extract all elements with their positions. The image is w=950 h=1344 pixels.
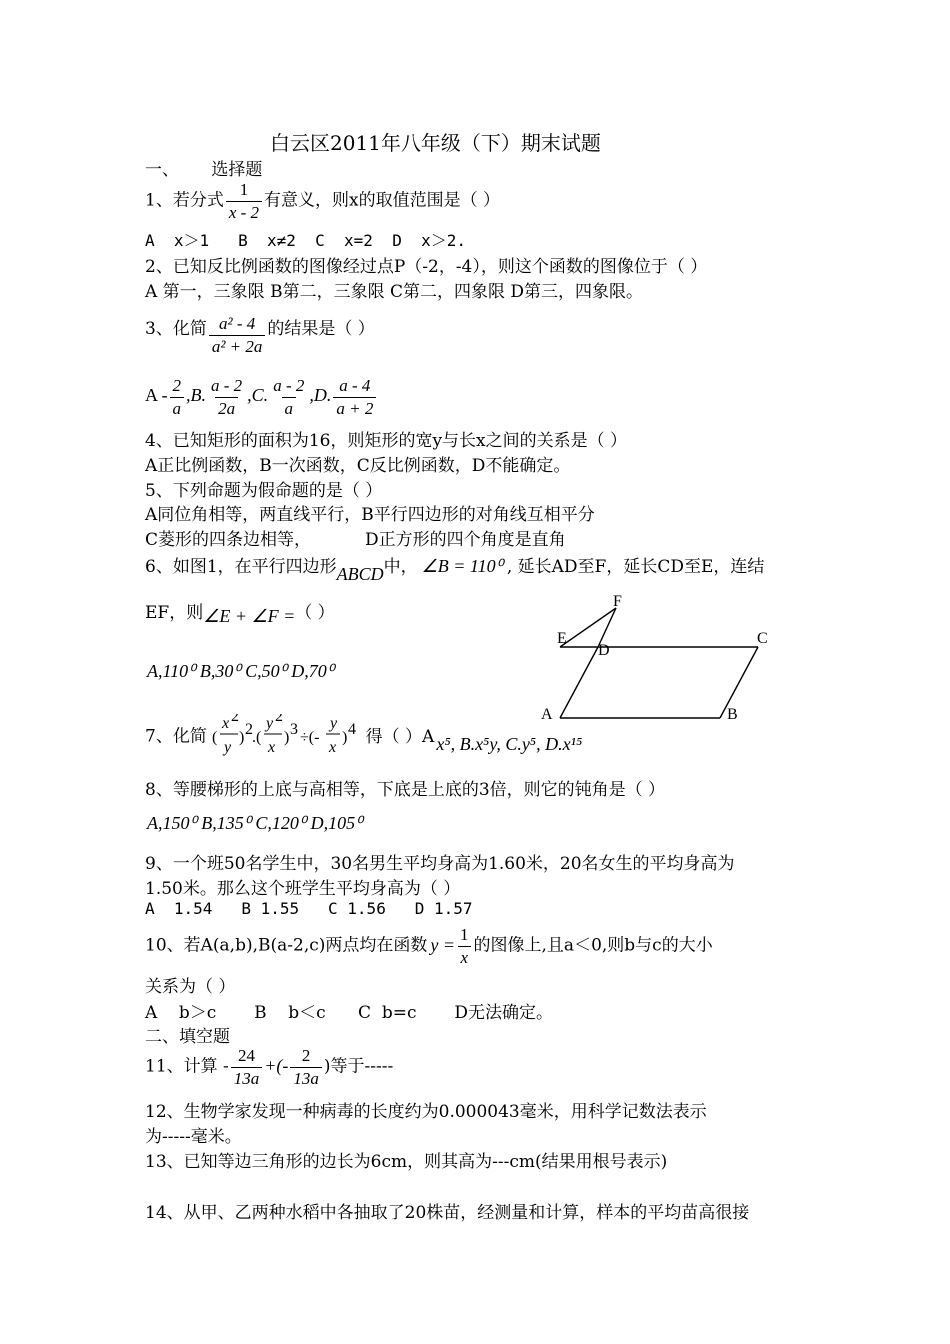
- question-9-line-1: 9、一个班50名学生中，30名男生平均身高为1.60米，20名女生的平均身高为: [145, 854, 735, 874]
- question-10-line-2: 关系为（ ）: [145, 977, 236, 997]
- svg-text:x: x: [222, 715, 230, 732]
- question-12-line-2: 为-----毫米。: [145, 1127, 242, 1147]
- question-1: [145, 180, 500, 222]
- svg-text:y: y: [330, 715, 338, 732]
- question-12-line-1: 12、生物学家发现一种病毒的长度约为0.000043毫米，用科学记数法表示: [145, 1102, 707, 1122]
- q1-options: A x＞1 B x≠2 C x=2 D x＞2.: [145, 231, 466, 250]
- section-heading-fill: 二、填空题: [145, 1027, 230, 1047]
- question-11: 11、计算 - $\frac{24}{13a}$ +(- $\frac{2}{13a}$ )等于-----: [145, 1046, 394, 1088]
- q1-text: 1、若分式: [145, 190, 224, 211]
- parallelogram-figure: [540, 590, 790, 730]
- svg-text:y: y: [266, 715, 274, 732]
- q5-option-line-2: C菱形的四条边相等， D正方形的四个角度是直角: [145, 530, 566, 550]
- question-6-line-2: EF，则∠E + ∠F =（ ）: [145, 603, 335, 626]
- q8-options: A,150⁰ B,135⁰ C,120⁰ D,105⁰: [147, 813, 363, 833]
- label-F: F: [613, 593, 622, 610]
- q9-options: A 1.54 B 1.55 C 1.56 D 1.57: [145, 899, 473, 918]
- question-13: 13、已知等边三角形的边长为6cm，则其高为---cm(结果用根号表示): [145, 1152, 668, 1172]
- label-C: C: [757, 630, 768, 647]
- label-E: E: [557, 630, 567, 647]
- q2-options: A 第一，三象限 B第二，三象限 C第二，四象限 D第三，四象限。: [145, 282, 644, 302]
- question-14: 14、从甲、乙两种水稻中各抽取了20株苗，经测量和计算，样本的平均苗高很接: [145, 1203, 750, 1223]
- svg-text:): ): [342, 729, 348, 746]
- q3-options: A - $\frac{2}{a}$ ,B. $\frac{a - 2}{2a}$ ,C. $\frac{a - 2}{a}$ ,D. $\frac{a - 4}{a + 2}$: [145, 376, 378, 418]
- q10-options: A b＞c B b＜c C b=c D无法确定。: [145, 1003, 553, 1023]
- question-7: 7、化简 ( x 2 y ) 2 .( y 2 x ) 3 ÷(- y x ) 4 得（ ）A x⁵, B.x⁵y, C.y⁵, D.x¹⁵: [145, 714, 628, 760]
- svg-text:(: (: [212, 729, 218, 746]
- q1-text-end: 有意义，则x的取值范围是（ ）: [264, 190, 501, 211]
- q6-options: A,110⁰ B,30⁰ C,50⁰ D,70⁰: [147, 661, 335, 681]
- label-D: D: [598, 642, 610, 659]
- svg-text:÷(-: ÷(-: [300, 729, 320, 746]
- page-title: 白云区2011年八年级（下）期末试题: [270, 131, 601, 155]
- svg-text:4: 4: [348, 721, 357, 738]
- question-5: 5、下列命题为假命题的是（ ）: [145, 481, 383, 501]
- svg-text:3: 3: [290, 721, 299, 738]
- q3-fraction: $\frac{\text{a² - 4}}{\text{a² + 2a}}$: [209, 314, 266, 356]
- question-3: 3、化简 $\frac{\text{a² - 4}}{\text{a² + 2a}}$ 的结果是（ ）: [145, 314, 375, 356]
- svg-text:2: 2: [275, 714, 284, 725]
- svg-text:.(: .(: [252, 729, 262, 746]
- svg-text:2: 2: [231, 714, 240, 725]
- svg-text:y: y: [224, 739, 232, 756]
- section-heading-choice: 一、 选择题: [145, 160, 263, 180]
- question-8: 8、等腰梯形的上底与高相等，下底是上底的3倍，则它的钝角是（ ）: [145, 780, 666, 800]
- svg-text:): ): [284, 729, 290, 746]
- q5-option-line-1: A同位角相等，两直线平行，B平行四边形的对角线互相平分: [145, 505, 595, 525]
- question-4: 4、已知矩形的面积为16，则矩形的宽y与长x之间的关系是（ ）: [145, 431, 628, 451]
- svg-text:x: x: [329, 739, 337, 756]
- svg-text:x: x: [268, 739, 276, 756]
- svg-text:2: 2: [245, 721, 254, 738]
- svg-text:): ): [239, 729, 245, 746]
- label-A: A: [541, 706, 553, 723]
- question-9-line-2: 1.50米。那么这个班学生平均身高为（ ）: [145, 879, 461, 899]
- question-6: 6、如图1，在平行四边形ABCD中， ∠B = 110⁰ , 延长AD至F，延长CD至E，连结: [145, 556, 765, 584]
- label-B: B: [727, 706, 738, 723]
- question-10: 10、若A(a,b),B(a-2,c)两点均在函数 y = $\frac{1}{x}$ 的图像上,且a＜0,则b与c的大小: [145, 925, 713, 967]
- q1-fraction: $\frac{1}{x - 2}$: [226, 180, 262, 222]
- question-2: 2、已知反比例函数的图像经过点P（-2，-4），则这个函数的图像位于（ ）: [145, 257, 708, 277]
- q4-options: A正比例函数，B一次函数，C反比例函数，D不能确定。: [145, 456, 571, 476]
